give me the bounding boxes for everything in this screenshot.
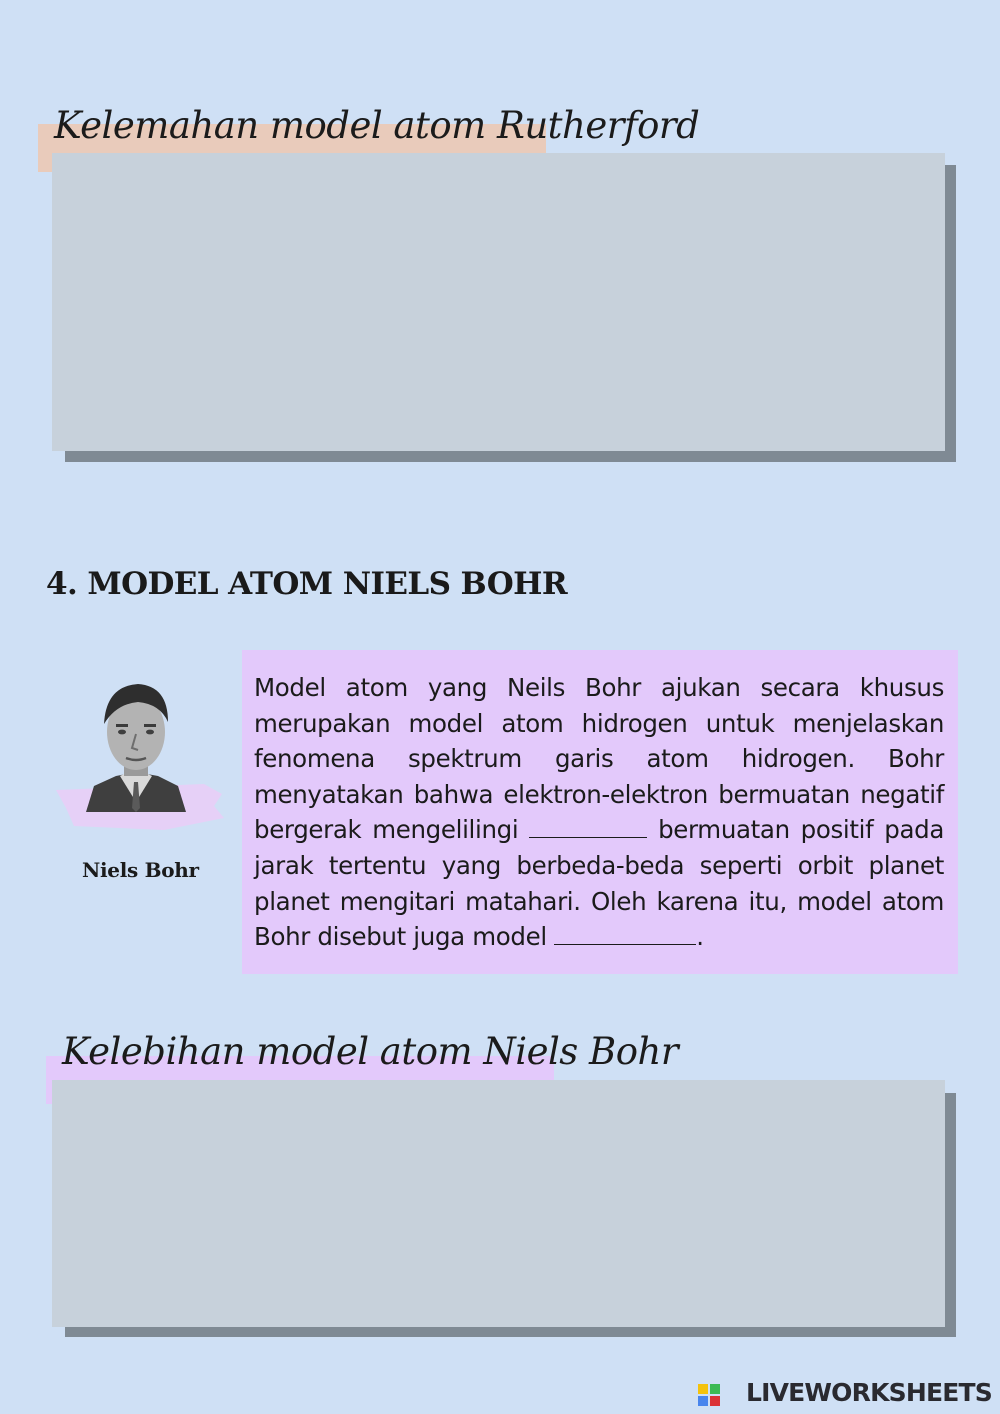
liveworksheets-logo-icon [698, 1384, 720, 1406]
bohr-description-text [254, 670, 944, 955]
blank-input-center[interactable] [529, 815, 647, 838]
portrait-caption: Niels Bohr [82, 858, 199, 882]
portrait-photo [54, 678, 224, 838]
paragraph-part-2: bermuatan positif pada jarak tertentu yang berbeda-beda seperti orbit planet planet mengitari matahari. Oleh karena itu, model atom Bohr disebut juga model [254, 815, 945, 952]
footer-brand-text: LIVEWORKSHEETS [745, 1378, 992, 1407]
paragraph-part-1: Model atom yang Neils Bohr ajukan secara khusus merupakan model atom hidrogen untuk menjelaskan fenomena spektrum garis atom hidrogen. Bohr menyatakan bahwa elektron-elektron bermuatan negatif bergerak mengelilingi [254, 673, 944, 845]
footer-logo [698, 1384, 720, 1406]
section-title-bohr-advantage: Kelebihan model atom Niels Bohr [62, 1030, 679, 1073]
portrait-image [54, 678, 224, 838]
bohr-description-card [242, 650, 958, 974]
paragraph-part-3: . [696, 922, 704, 952]
blank-input-model-name[interactable] [554, 922, 696, 945]
answer-input-rutherford-weakness[interactable] [52, 153, 945, 451]
answer-input-bohr-advantage[interactable] [52, 1080, 945, 1327]
section-heading-bohr-model: 4. MODEL ATOM NIELS BOHR [46, 566, 567, 602]
section-title-rutherford-weakness: Kelemahan model atom Rutherford [54, 104, 700, 147]
